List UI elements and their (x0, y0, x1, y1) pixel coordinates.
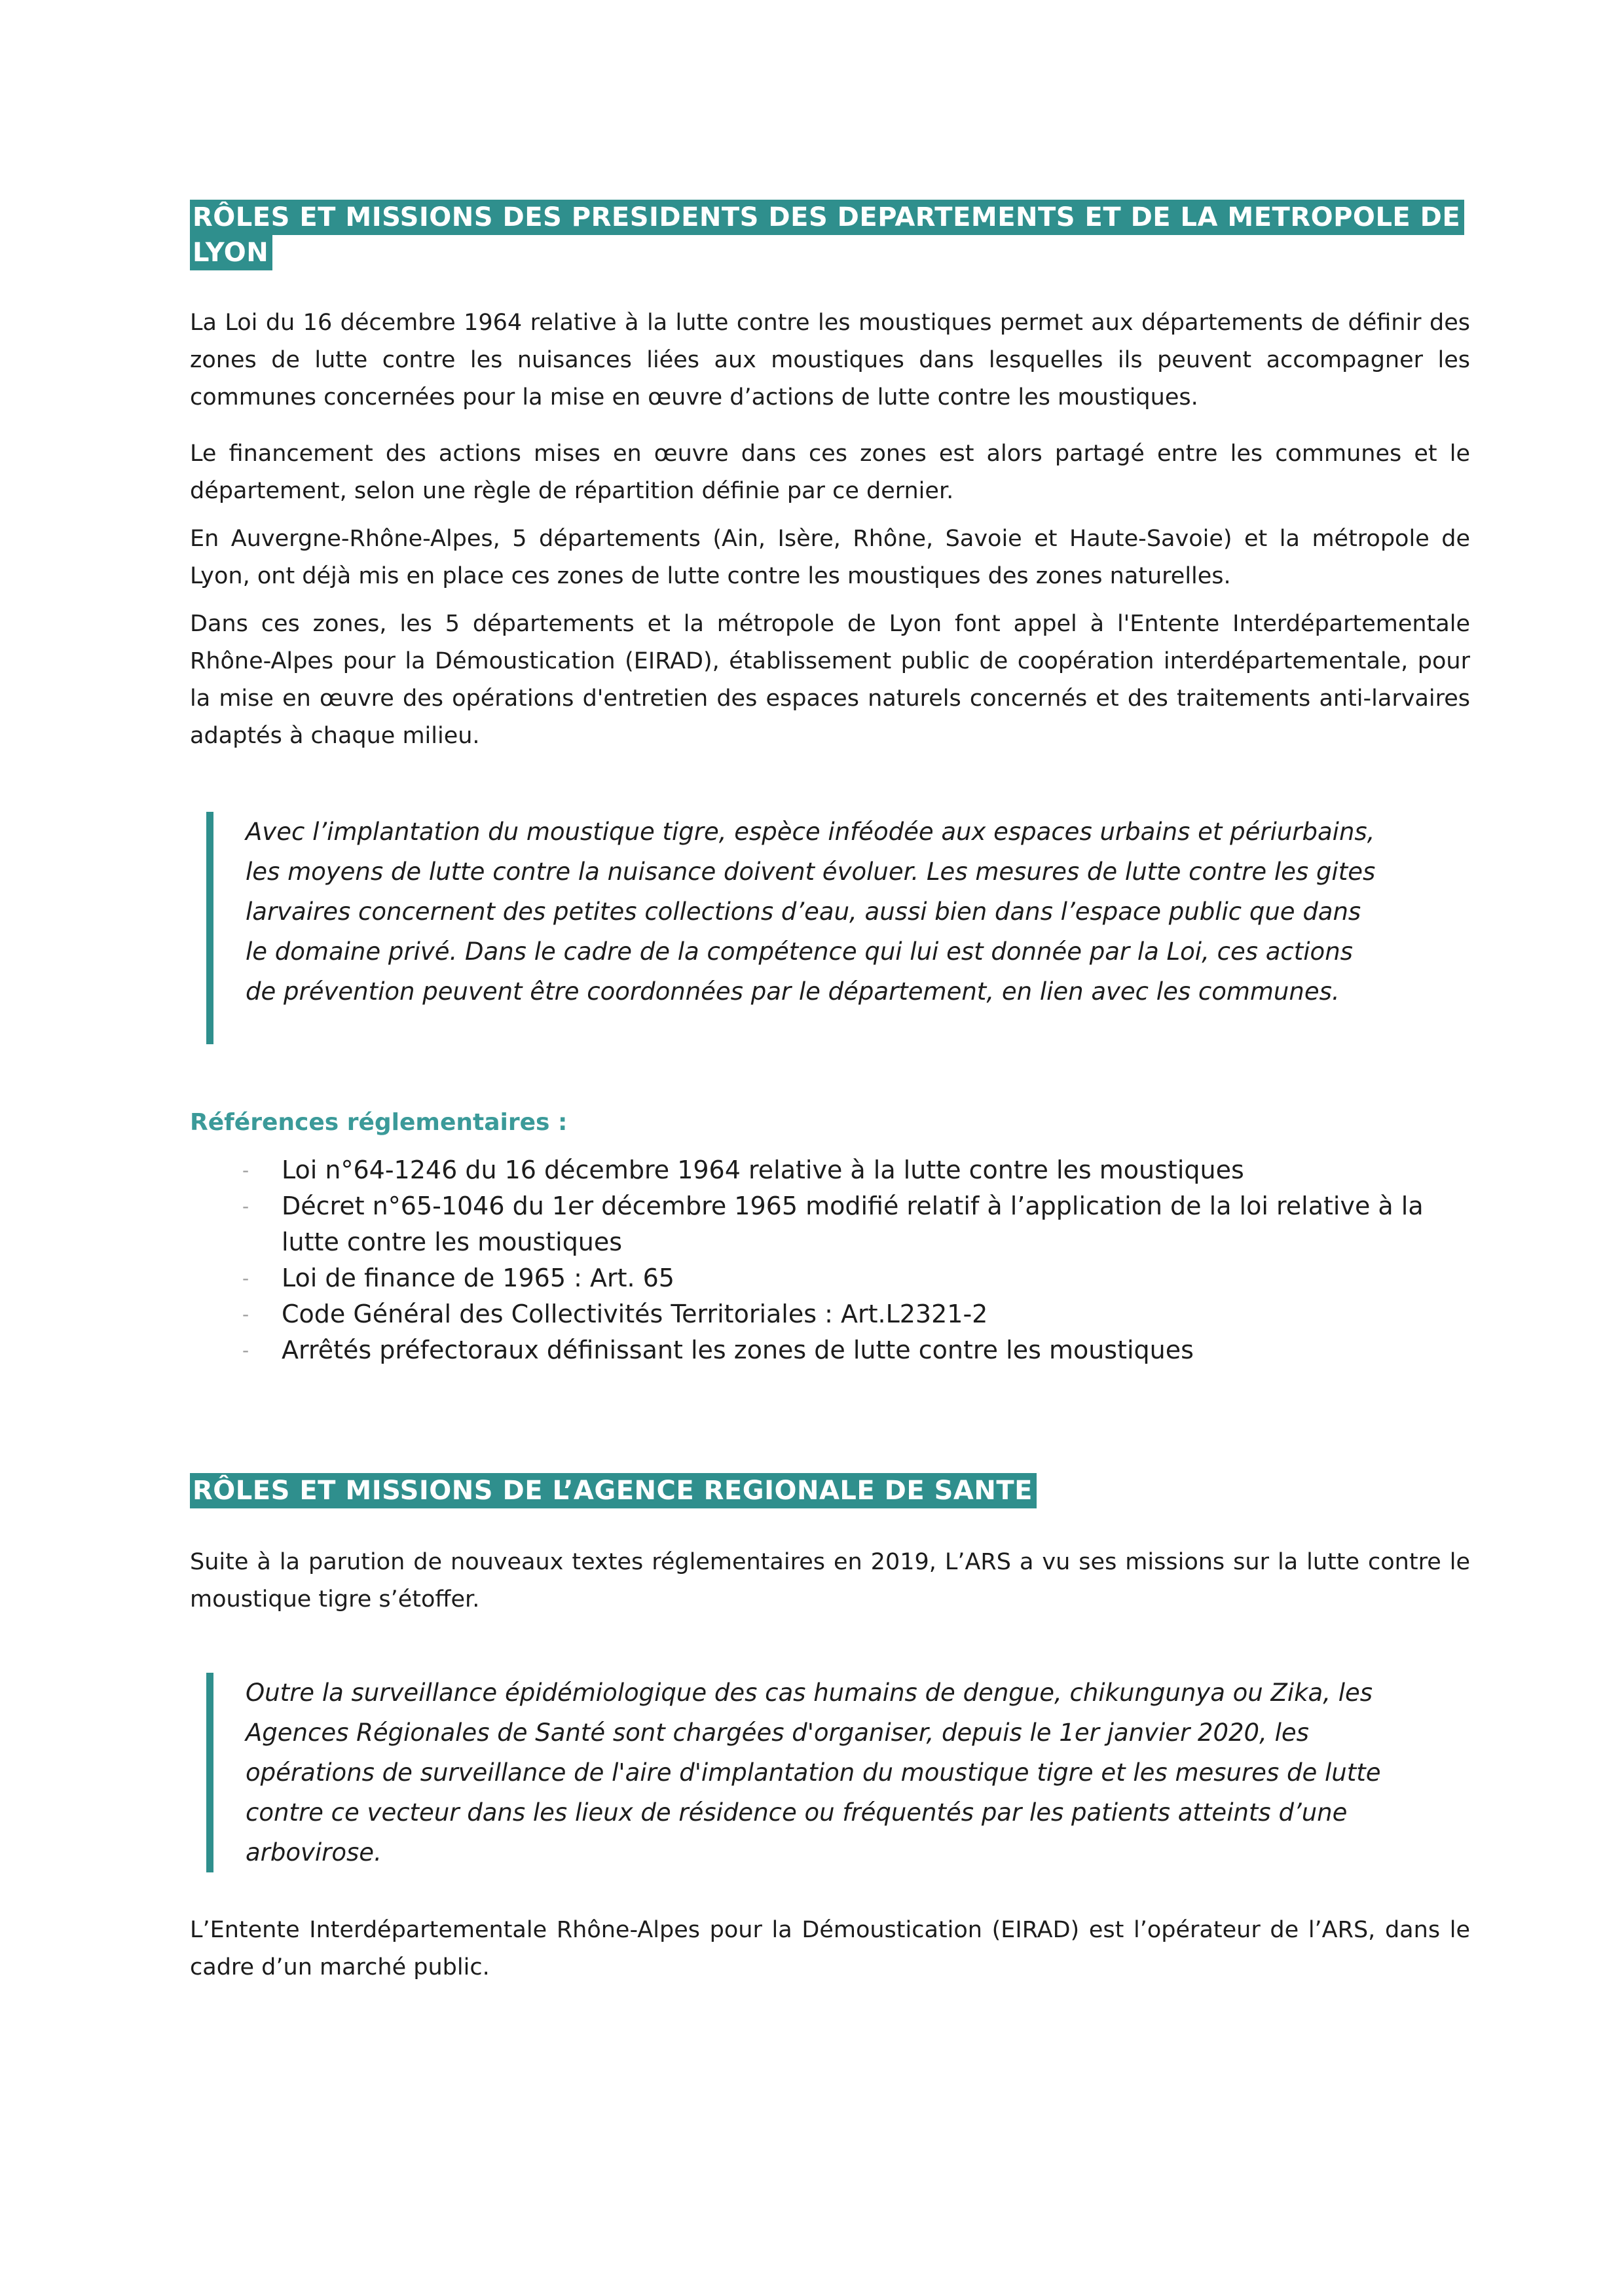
section1-paragraph-2: Le financement des actions mises en œuvre dans ces zones est alors partagé entre les communes et le département, selon une règle de répartition définie par ce dernier. (190, 441, 1470, 504)
section1-quote-text: Avec l’implantation du moustique tigre, espèce inféodée aux espaces urbains et périurbains, les moyens de lutte contre la nuisance doivent évoluer. Les mesures de lutte contre les gites larvaires concernent des petites collections d’eau, aussi bien dans l’espace public que dans le domaine privé. Dans le cadre de la compétence qui lui est donnée par la Loi, ces actions de prévention peuvent être coordonnées par le département, en lien avec les communes. (246, 818, 1376, 1006)
section1-paragraph-4: Dans ces zones, les 5 départements et la métropole de Lyon font appel à l'Entente Interdépartementale Rhône-Alpes pour la Démoustication (EIRAD), établissement public de coopération interdépartementale, pour la mise en œuvre des opérations d'entretien des espaces naturels concernés et des traitements anti-larvaires adaptés à chaque milieu. (190, 611, 1470, 749)
list-item: - Code Général des Collectivités Territoriales : Art.L2321-2 (242, 1296, 1486, 1332)
section2-paragraph-2: L’Entente Interdépartementale Rhône-Alpes pour la Démoustication (EIRAD) est l’opérateur de l’ARS, dans le cadre d’un marché public. (190, 1917, 1470, 1980)
list-item: - Loi n°64-1246 du 16 décembre 1964 relative à la lutte contre les moustiques (242, 1152, 1486, 1188)
list-item: - Arrêtés préfectoraux définissant les zones de lutte contre les moustiques (242, 1332, 1486, 1368)
section2-heading-line: RÔLES ET MISSIONS DE L’AGENCE REGIONALE DE SANTE (190, 1473, 1037, 1508)
list-item: - Décret n°65-1046 du 1er décembre 1965 modifié relatif à l’application de la loi relative à la lutte contre les moustiques (242, 1188, 1486, 1260)
section1-heading-line2: LYON (190, 235, 272, 270)
references-title: Références réglementaires : (190, 1109, 568, 1136)
dash-bullet: - (242, 1267, 249, 1289)
section2-quote-text: Outre la surveillance épidémiologique des cas humains de dengue, chikungunya ou Zika, les Agences Régionales de Santé sont chargées d'organiser, depuis le 1er janvier 2020, les opérations de surveillance de l'aire d'implantation du moustique tigre et les mesures de lutte contre ce vecteur dans les lieux de résidence ou fréquentés par les patients atteints d’une arbovirose. (246, 1679, 1381, 1867)
references-list (242, 1152, 1486, 1368)
dash-bullet: - (242, 1195, 249, 1217)
list-item: - Loi de finance de 1965 : Art. 65 (242, 1260, 1486, 1296)
section1-heading-line1: RÔLES ET MISSIONS DES PRESIDENTS DES DEPARTEMENTS ET DE LA METROPOLE DE (190, 200, 1464, 235)
section1-heading (190, 200, 1464, 270)
dash-bullet: - (242, 1159, 249, 1181)
quote-accent-bar (206, 1673, 213, 1872)
section2-heading (190, 1473, 1037, 1508)
section1-paragraph-3: En Auvergne-Rhône-Alpes, 5 départements (Ain, Isère, Rhône, Savoie et Haute-Savoie) et la métropole de Lyon, ont déjà mis en place ces zones de lutte contre les moustiques des zones naturelles. (190, 526, 1470, 589)
dash-bullet: - (242, 1303, 249, 1325)
dash-bullet: - (242, 1339, 249, 1361)
quote-accent-bar (206, 812, 213, 1044)
section1-paragraph-1: La Loi du 16 décembre 1964 relative à la lutte contre les moustiques permet aux départements de définir des zones de lutte contre les nuisances liées aux moustiques dans lesquelles ils peuvent accompagner les communes concernées pour la mise en œuvre d’actions de lutte contre les moustiques. (190, 310, 1470, 410)
section2-paragraph-1: Suite à la parution de nouveaux textes réglementaires en 2019, L’ARS a vu ses missions sur la lutte contre le moustique tigre s’étoffer. (190, 1549, 1470, 1613)
